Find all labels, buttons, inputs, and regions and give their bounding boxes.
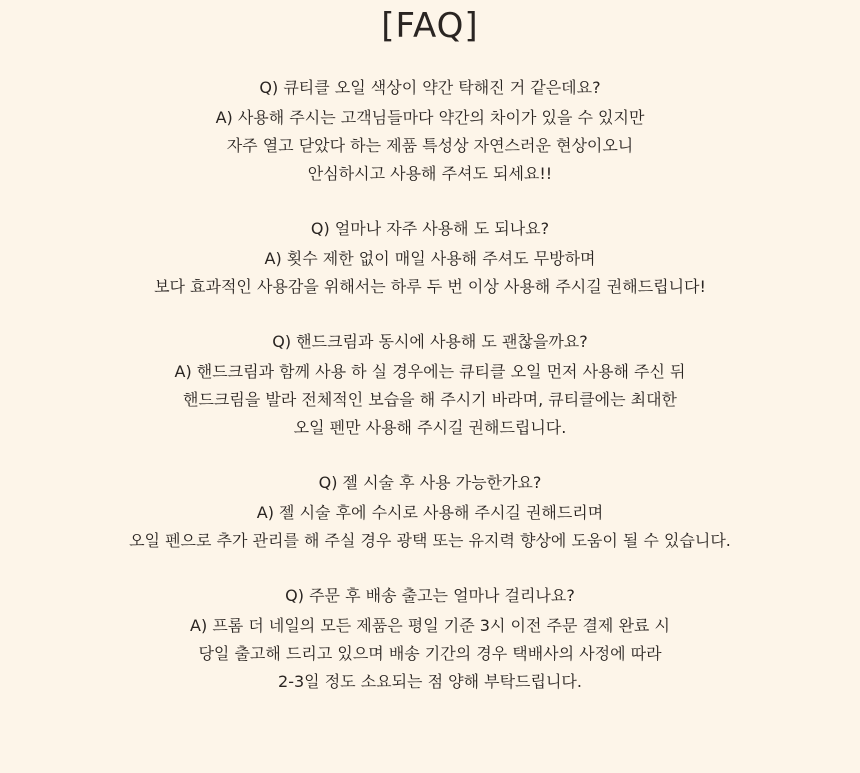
faq-answer-line: A) 핸드크림과 함께 사용 하 실 경우에는 큐티클 오일 먼저 사용해 주신 뒤 bbox=[174, 362, 686, 381]
faq-question: Q) 핸드크림과 동시에 사용해 도 괜찮을까요? bbox=[272, 332, 588, 351]
faq-question: Q) 주문 후 배송 출고는 얼마나 걸리나요? bbox=[285, 586, 575, 605]
faq-answer-line: A) 횟수 제한 없이 매일 사용해 주셔도 무방하며 bbox=[264, 249, 596, 268]
faq-answer-line: 오일 펜만 사용해 주시길 권해드립니다. bbox=[293, 418, 567, 437]
faq-answer-line: A) 사용해 주시는 고객님들마다 약간의 차이가 있을 수 있지만 bbox=[215, 108, 645, 127]
faq-question: Q) 큐티클 오일 색상이 약간 탁해진 거 같은데요? bbox=[259, 78, 601, 97]
faq-answer-line: 당일 출고해 드리고 있으며 배송 기간의 경우 택배사의 사정에 따라 bbox=[198, 644, 662, 663]
faq-answer-line: A) 젤 시술 후에 수시로 사용해 주시길 권해드리며 bbox=[256, 503, 604, 522]
faq-item-color bbox=[0, 74, 860, 188]
faq-question: Q) 얼마나 자주 사용해 도 되나요? bbox=[310, 219, 550, 238]
faq-answer-line: A) 프롬 더 네일의 모든 제품은 평일 기준 3시 이전 주문 결제 완료 시 bbox=[190, 616, 670, 635]
faq-answer-line: 오일 펜으로 추가 관리를 해 주실 경우 광택 또는 유지력 향상에 도움이 될 수 있습니다. bbox=[129, 531, 731, 550]
faq-question: Q) 젤 시술 후 사용 가능한가요? bbox=[318, 473, 542, 492]
faq-answer-line: 자주 열고 닫았다 하는 제품 특성상 자연스러운 현상이오니 bbox=[226, 136, 634, 155]
faq-item-shipping bbox=[0, 582, 860, 696]
faq-answer-line: 2-3일 정도 소요되는 점 양해 부탁드립니다. bbox=[278, 672, 582, 691]
faq-item-frequency bbox=[0, 215, 860, 301]
faq-item-hand-cream bbox=[0, 328, 860, 442]
page-title: [FAQ] bbox=[381, 6, 479, 46]
faq-answer-line: 안심하시고 사용해 주셔도 되세요!! bbox=[307, 164, 553, 183]
faq-item-gel bbox=[0, 469, 860, 555]
faq-answer-line: 보다 효과적인 사용감을 위해서는 하루 두 번 이상 사용해 주시길 권해드립니다! bbox=[154, 277, 706, 296]
faq-answer-line: 핸드크림을 발라 전체적인 보습을 해 주시기 바라며, 큐티클에는 최대한 bbox=[183, 390, 677, 409]
